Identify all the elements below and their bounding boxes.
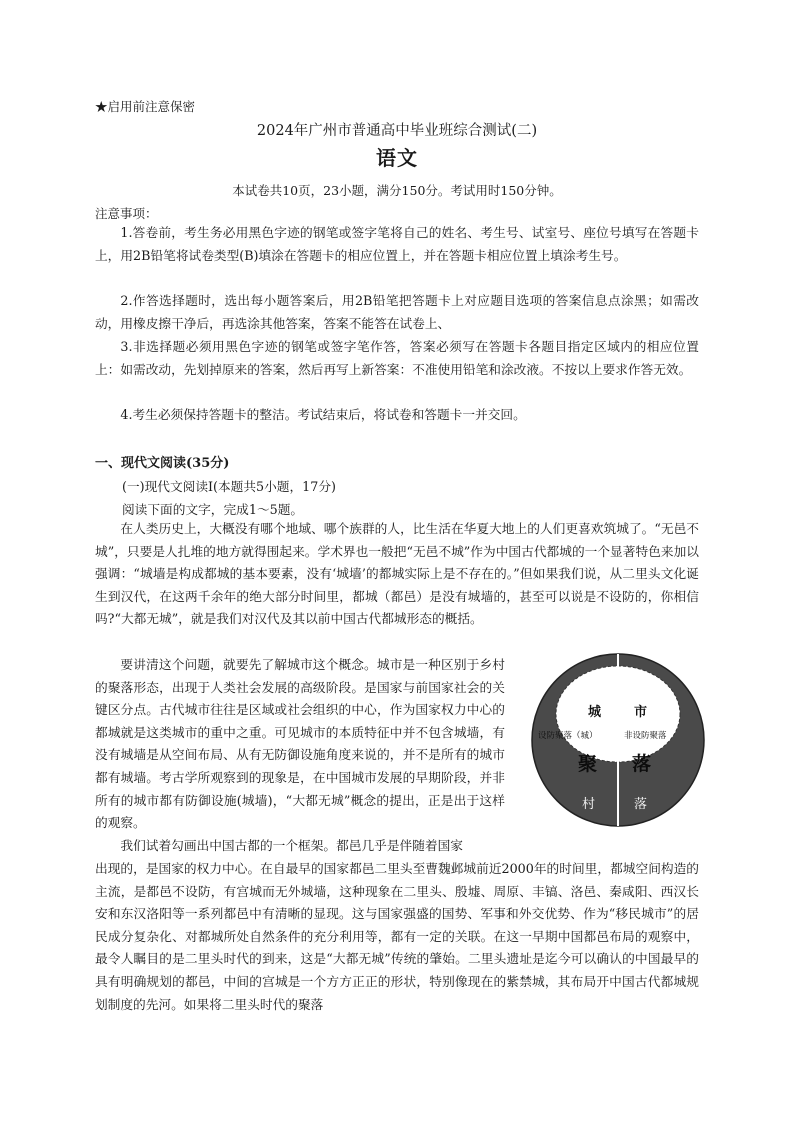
passage-paragraph-3-rest: 出现的，是国家的权力中心。在自最早的国家都邑二里头至曹魏邺城前近2000年的时间里，都城空间构造的主流，是都邑不设防，有宫城而无外城墙，这种现象在二里头、殷墟、周原、丰镐、洛邑、秦咸阳、西汉长安和东汉洛阳等一系列都邑中有清晰的显现。这与国家强盛的国势、军事和外交优势、作为“移民城市”的居民成分复杂化、对都城所处自然条件的充分利用等，都有一定的关联。在这一早期中国都邑布局的观察中，最令人瞩目的是二里头时代的到来，这是“大都无城”传统的肇始。二里头遗址是迄今可以确认的中国最早的具有明确规划的都邑，中间的宫城是一个方方正正的形状，特别像现在的紫禁城，其布局开中国古代都城规划制度的先河。如果将二里头时代的聚落 (95, 861, 699, 1012)
reading-instruction: 阅读下面的文字，完成1～5题。 (122, 502, 304, 517)
exam-title: 2024年广州市普通高中毕业班综合测试(二) (256, 123, 538, 139)
luo-bottom-label: 落 (634, 797, 648, 812)
notice-item-3: 3.非选择题必须用黑色字迹的钢笔或签字笔作答，答案必须写在答题卡各题目指定区域内的相应位置上：如需改动，先划掉原来的答案，然后再写上新答案：不准使用铅笔和涂改液。不按以上要求作答无效。 (95, 339, 699, 377)
luo-label: 落 (632, 753, 652, 775)
passage-paragraph-2: 要讲清这个问题，就要先了解城市这个概念。城市是一种区别于乡村的聚落形态，出现于人类社会发展的高级阶段。是国家与前国家社会的关键区分点。古代城市往往是区域或社会组织的中心，作为国家权力中心的都城就是这类城市的重中之重。可见城市的本质特征中并不包含城墙，有没有城墙是从空间布局、从有无防御设施角度来说的，并不是所有的城市都有城墙。考古学所观察到的现象是，在中国城市发展的早期阶段，并非所有的城市都有防御设施(城墙)，“大都无城”概念的提出，正是出于这样的观察。 (95, 657, 505, 831)
section-subheading: (一)现代文阅读Ⅰ(本题共5小题，17分) (122, 479, 336, 494)
notice-item-1: 1.答卷前，考生务必用黑色字迹的钢笔或签字笔将自己的姓名、考生号、试室号、座位号填写在答题卡上，用2B铅笔将试卷类型(B)填涂在答题卡的相应位置上，并在答题卡相应位置上填涂考生号。 (95, 225, 699, 263)
passage-paragraph-1: 在人类历史上，大概没有哪个地域、哪个族群的人，比生活在华夏大地上的人们更喜欢筑城了。“无邑不城”，只要是人扎堆的地方就得围起来。学术界也一般把“无邑不城”作为中国古代都城的一个显著特色来加以强调：“城墙是构成都城的基本要素，没有‘城墙’的都城实际上是不存在的。”但如果我们说，从二里头文化诞生到汉代，在这两千余年的绝大部分时间里，都城（都邑）是没有城墙的，甚至可以说是不设防的，你相信吗?“大都无城”，就是我们对汉代及其以前中国古代都城形态的概括。 (95, 521, 699, 627)
city-label: 城 (588, 705, 602, 720)
market-label: 市 (634, 705, 648, 720)
notice-title: 注意事项： (95, 206, 158, 221)
section-heading: 一、现代文阅读(35分) (95, 456, 230, 471)
village-label: 村 (582, 797, 596, 812)
settlement-diagram (530, 652, 706, 828)
subject-title: 语文 (376, 146, 418, 170)
ju-label: 聚 (578, 753, 598, 775)
notice-item-4: 4.考生必须保持答题卡的整洁。考试结束后，将试卷和答题卡一并交回。 (120, 407, 526, 422)
undefended-settlement-label: 非设防聚落 (624, 731, 667, 741)
notice-item-2: 2.作答选择题时，选出每小题答案后，用2B铅笔把答题卡上对应题目选项的答案信息点涂黑；如需改动，用橡皮擦干净后，再选涂其他答案，答案不能答在试卷上、 (95, 293, 699, 331)
defended-settlement-label: 设防聚落（城） (538, 731, 598, 741)
exam-info: 本试卷共10页，23小题，满分150分。考试用时150分钟。 (232, 183, 562, 198)
passage-paragraph-3-start: 我们试着勾画出中国古都的一个框架。都邑几乎是伴随着国家 (120, 838, 463, 853)
confidential-note: ★启用前注意保密 (95, 99, 196, 114)
